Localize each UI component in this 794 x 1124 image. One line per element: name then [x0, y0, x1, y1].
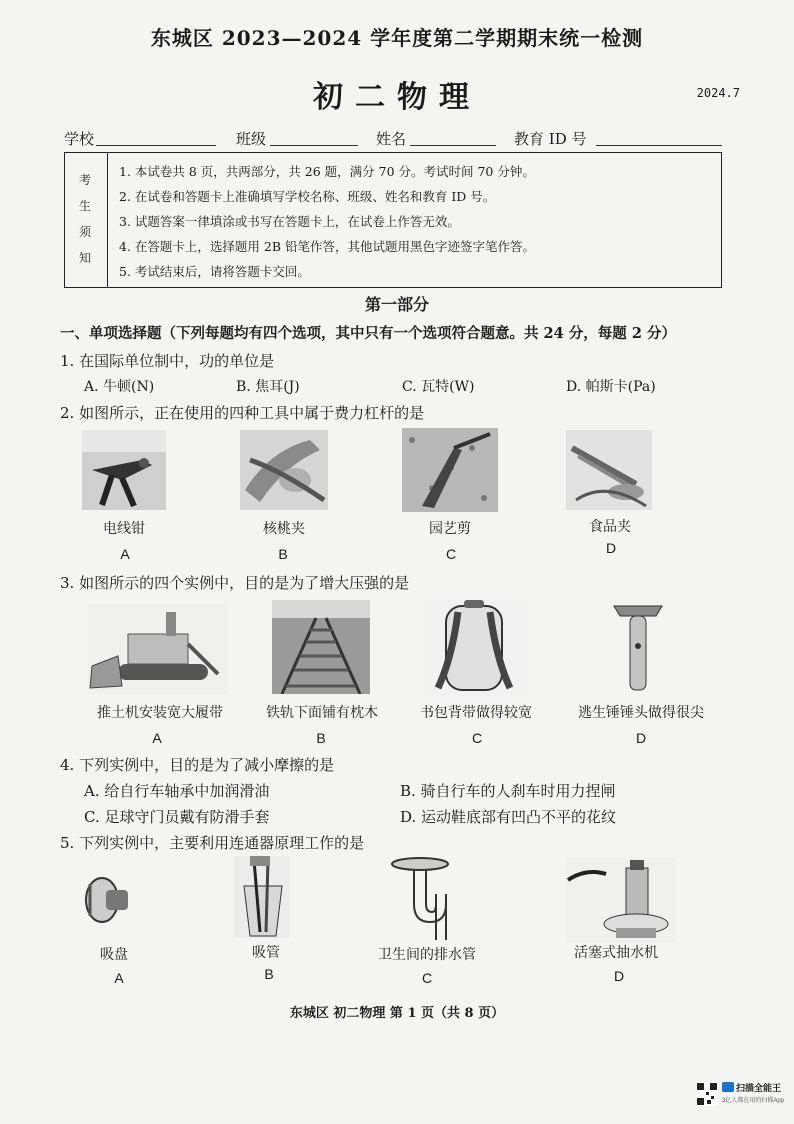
question-3-stem: 3. 如图所示的四个实例中，目的是为了增大压强的是: [60, 574, 410, 592]
nutcracker-photo: [240, 430, 328, 510]
q1-option-c[interactable]: C. 瓦特(W): [402, 379, 475, 395]
railway-track-photo: [272, 600, 370, 694]
suction-cup-photo: [76, 860, 132, 938]
q3-option-c[interactable]: C: [471, 730, 483, 746]
backpack-photo: [424, 598, 524, 698]
q5-option-c[interactable]: C: [421, 970, 433, 986]
notice-side-char: 知: [79, 251, 92, 265]
question-2-stem: 2. 如图所示，正在使用的四种工具中属于费力杠杆的是: [60, 404, 425, 422]
q2-caption-a: 电线钳: [103, 521, 145, 537]
notice-item: 4. 在答题卡上，选择题用 2B 铅笔作答，其他试题用黑色字迹签字笔作答。: [119, 239, 535, 254]
q5-caption-b: 吸管: [252, 945, 280, 961]
notice-list: [119, 159, 535, 284]
q2-caption-c: 园艺剪: [429, 521, 471, 537]
school-label: 学校: [64, 130, 95, 148]
id-label: 教育 ID 号: [514, 130, 587, 148]
bulldozer-photo: [88, 604, 228, 694]
class-blank[interactable]: [270, 145, 358, 146]
q4-option-d[interactable]: D. 运动鞋底部有凹凸不平的花纹: [400, 808, 617, 826]
notice-item: 1. 本试卷共 8 页，共两部分，共 26 题，满分 70 分。考试时间 70 分钟。: [119, 164, 535, 179]
name-blank[interactable]: [410, 145, 496, 146]
piston-pump-photo: [566, 858, 676, 942]
q1-option-a[interactable]: A. 牛顿(N): [84, 379, 155, 395]
q3-caption-c: 书包背带做得较宽: [420, 705, 532, 721]
q3-option-d[interactable]: D: [635, 730, 647, 746]
notice-item: 5. 考试结束后，请将答题卡交回。: [119, 264, 310, 279]
page-footer: 东城区 初二物理 第 1 页（共 8 页）: [289, 1006, 505, 1021]
id-blank[interactable]: [596, 145, 722, 146]
q4-option-c[interactable]: C. 足球守门员戴有防滑手套: [84, 808, 270, 826]
question-1-stem: 1. 在国际单位制中，功的单位是: [60, 352, 275, 370]
q5-option-b[interactable]: B: [264, 966, 274, 982]
q1-option-b[interactable]: B. 焦耳(J): [236, 379, 300, 395]
q2-option-c[interactable]: C: [445, 546, 457, 562]
notice-side-char: 须: [79, 225, 92, 239]
question-4-stem: 4. 下列实例中，目的是为了减小摩擦的是: [60, 756, 335, 774]
scanner-tagline: 3亿人都在用的扫描App: [722, 1098, 785, 1104]
q2-caption-d: 食品夹: [589, 519, 631, 535]
q4-option-b[interactable]: B. 骑自行车的人刹车时用力捏闸: [400, 782, 616, 800]
q5-option-d[interactable]: D: [613, 968, 625, 984]
drain-pipe-photo: [390, 854, 466, 940]
q2-option-a[interactable]: A: [120, 546, 130, 562]
part-heading: 第一部分: [364, 295, 429, 314]
school-blank[interactable]: [96, 145, 216, 146]
food-tongs-photo: [566, 430, 652, 510]
notice-item: 3. 试题答案一律填涂或书写在答题卡上，在试卷上作答无效。: [119, 214, 460, 229]
name-label: 姓名: [376, 130, 407, 148]
q5-option-a[interactable]: A: [114, 970, 124, 986]
q3-caption-d: 逃生锤锤头做得很尖: [578, 705, 704, 721]
scanner-watermark: [696, 1080, 785, 1108]
garden-shears-photo: [402, 428, 498, 512]
q3-option-b[interactable]: B: [316, 730, 326, 746]
notice-side-label: [65, 153, 108, 287]
exam-notice-box: [64, 152, 722, 288]
qr-code-icon: [696, 1082, 718, 1106]
q4-option-a[interactable]: A. 给自行车轴承中加润滑油: [84, 782, 270, 800]
q3-caption-b: 铁轨下面铺有枕木: [266, 705, 378, 721]
wire-pliers-photo: [82, 430, 166, 510]
q3-option-a[interactable]: A: [152, 730, 162, 746]
q2-option-b[interactable]: B: [278, 546, 288, 562]
drinking-straw-photo: [234, 856, 290, 938]
q5-caption-d: 活塞式抽水机: [574, 945, 658, 961]
notice-side-char: 生: [79, 199, 92, 213]
notice-side-char: 考: [79, 173, 92, 187]
q1-option-d[interactable]: D. 帕斯卡(Pa): [566, 379, 656, 395]
class-label: 班级: [236, 130, 267, 148]
q2-option-d[interactable]: D: [605, 540, 617, 556]
question-5-stem: 5. 下列实例中，主要利用连通器原理工作的是: [60, 834, 365, 852]
q2-caption-b: 核桃夹: [263, 521, 305, 537]
student-info-row: [64, 128, 724, 148]
q5-caption-a: 吸盘: [100, 947, 128, 963]
notice-item: 2. 在试卷和答题卡上准确填写学校名称、班级、姓名和教育 ID 号。: [119, 189, 496, 204]
q5-caption-c: 卫生间的排水管: [378, 947, 476, 963]
camscanner-logo-icon: [722, 1082, 734, 1092]
scanner-app-name: 扫描全能王: [736, 1083, 782, 1093]
section-heading: 一、单项选择题（下列每题均有四个选项，其中只有一个选项符合题意。共 24 分，每题 2 分）: [60, 325, 676, 342]
exam-subject: 初二物理: [313, 80, 481, 115]
escape-hammer-photo: [610, 600, 666, 694]
q3-caption-a: 推土机安装宽大履带: [97, 705, 223, 721]
exam-date: 2024.7: [696, 86, 740, 100]
exam-title: 东城区 2023—2024 学年度第二学期期末统一检测: [150, 26, 644, 50]
